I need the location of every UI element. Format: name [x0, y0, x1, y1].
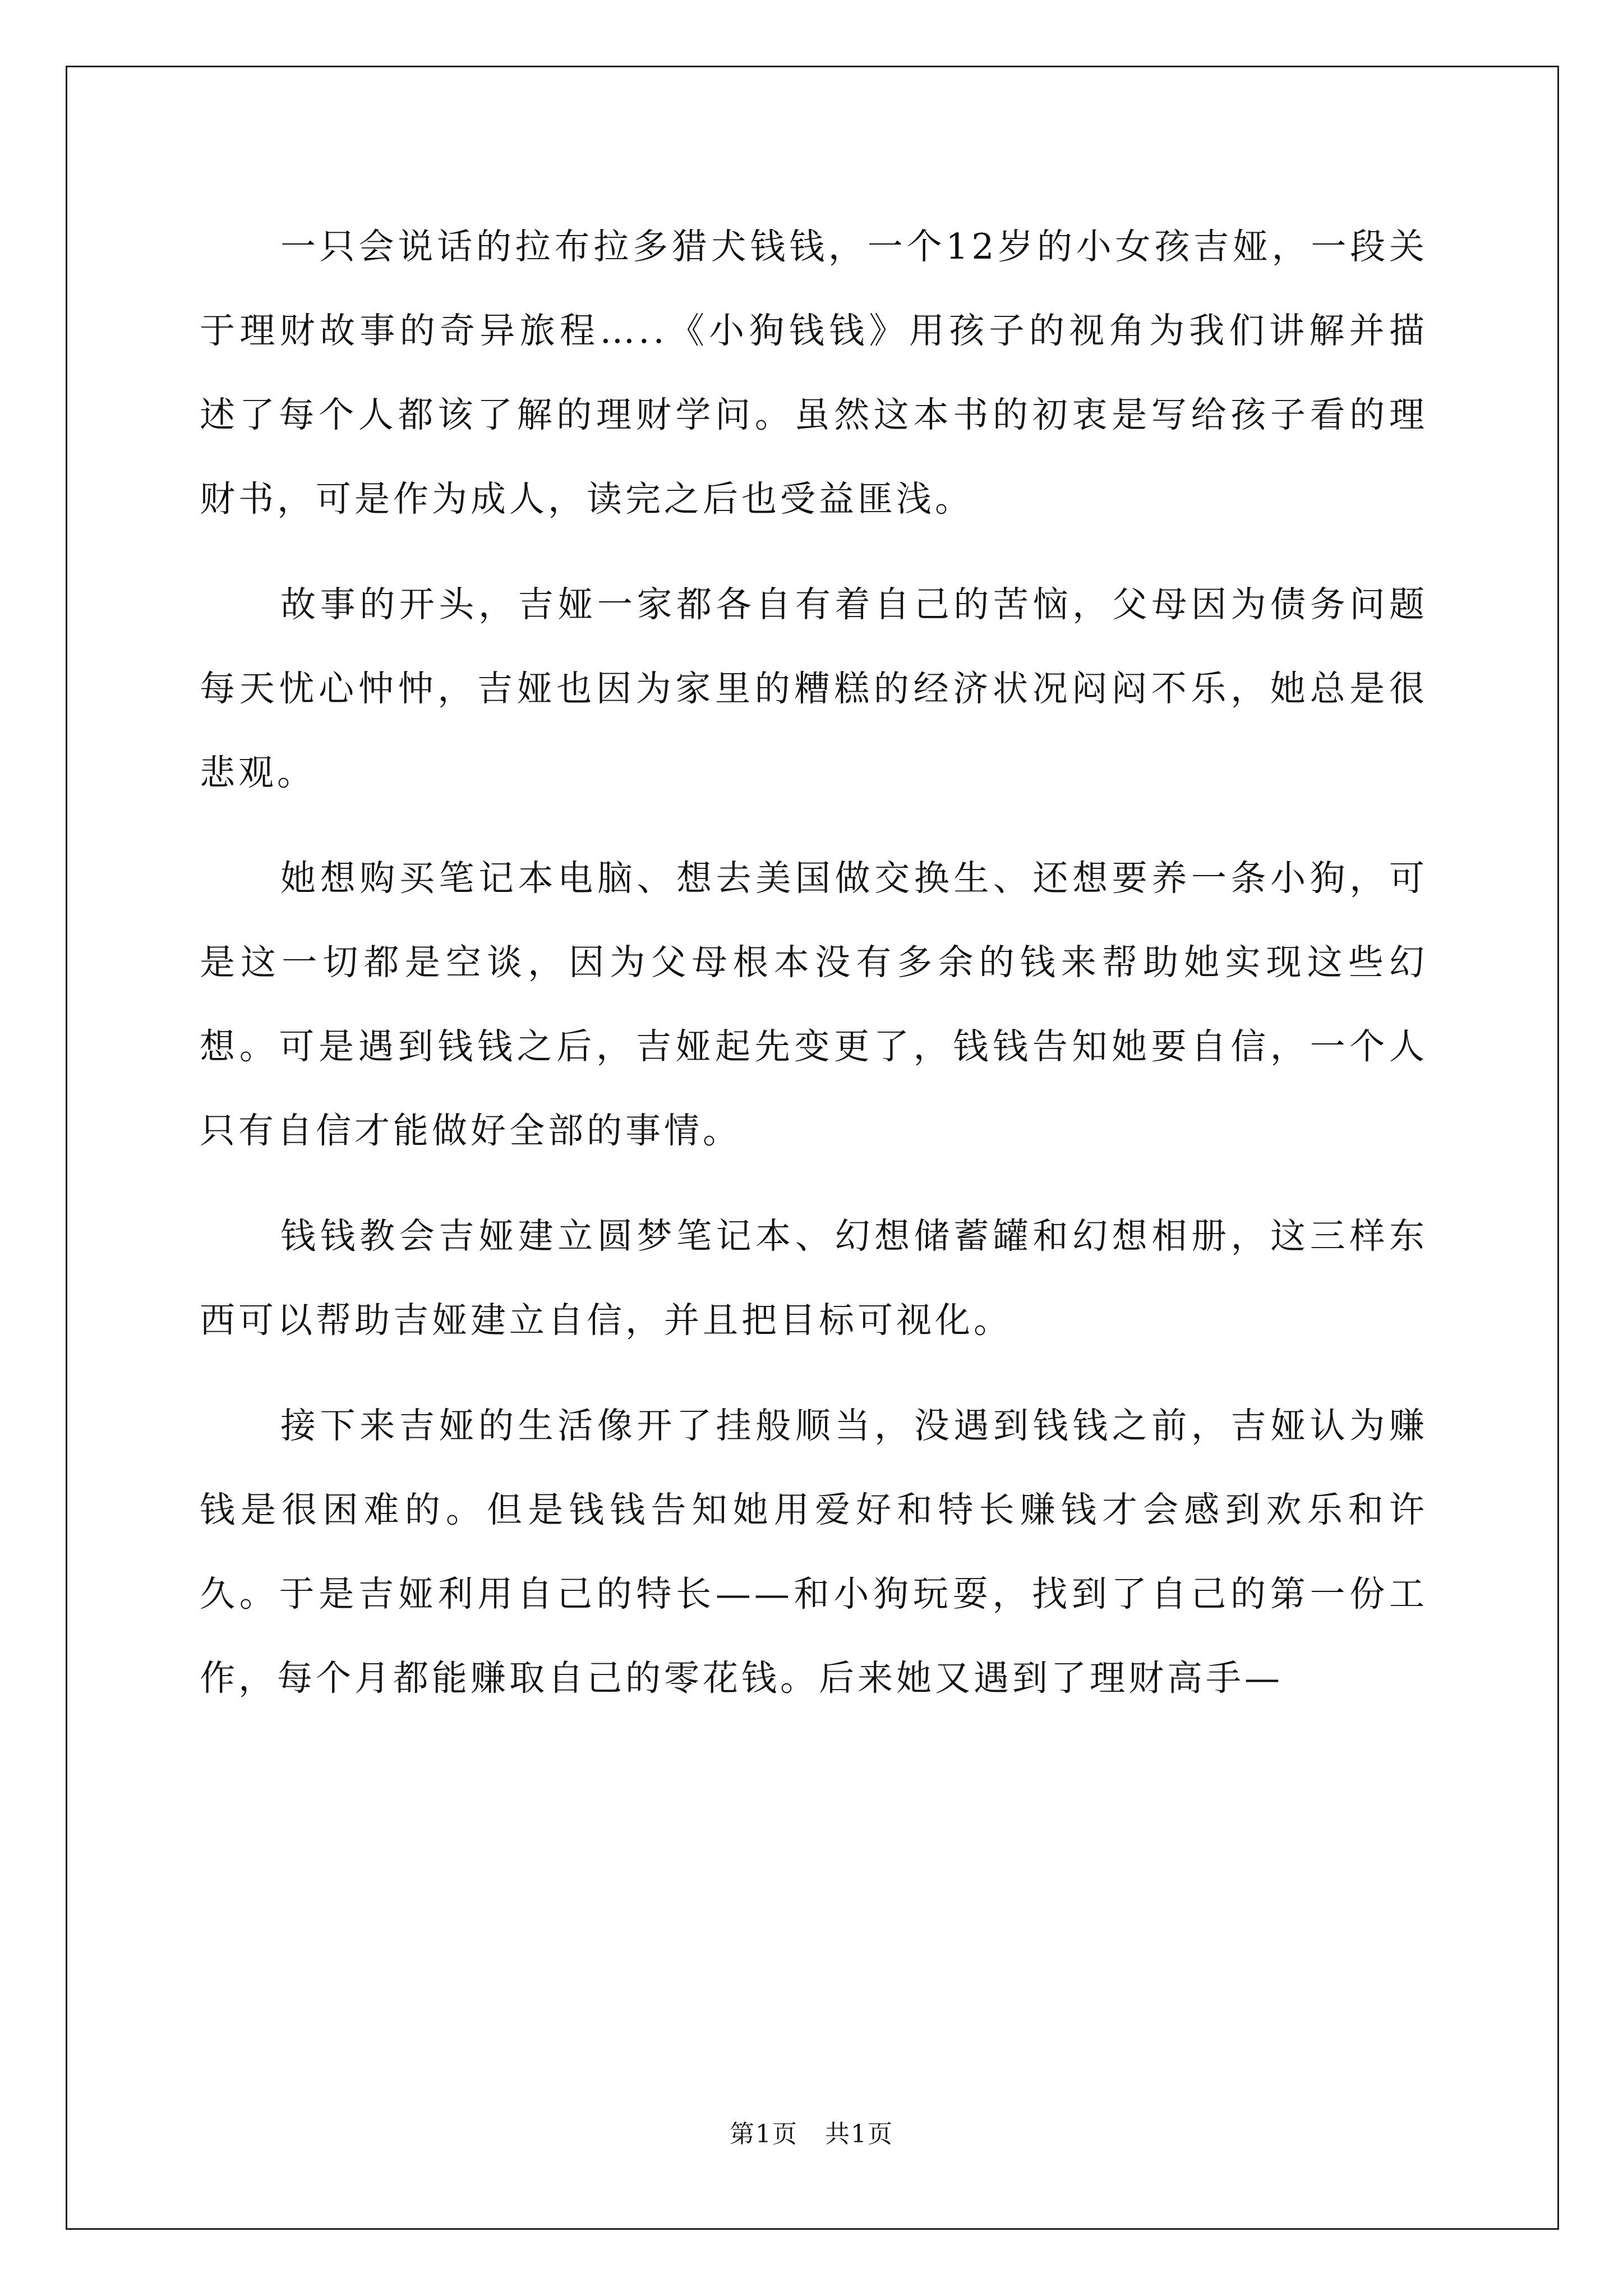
paragraph: 故事的开头，吉娅一家都各自有着自己的苦恼，父母因为债务问题每天忧心忡忡，吉娅也因为家里的糟糕的经济状况闷闷不乐，她总是很悲观。 — [200, 584, 1428, 793]
paragraph: 她想购买笔记本电脑、想去美国做交换生、还想要养一条小狗，可是这一切都是空谈，因为父母根本没有多余的钱来帮助她实现这些幻想。可是遇到钱钱之后，吉娅起先变更了，钱钱告知她要自信，一个人只有自信才能做好全部的事情。 — [200, 858, 1428, 1151]
document-body — [200, 205, 1428, 1742]
page-footer — [0, 2114, 1623, 2150]
paragraph: 接下来吉娅的生活像开了挂般顺当，没遇到钱钱之前，吉娅认为赚钱是很困难的。但是钱钱告知她用爱好和特长赚钱才会感到欢乐和许久。于是吉娅利用自己的特长——和小狗玩耍，找到了自己的第一份工作，每个月都能赚取自己的零花钱。后来她又遇到了理财高手— — [200, 1405, 1428, 1699]
paragraph: 一只会说话的拉布拉多猎犬钱钱，一个12岁的小女孩吉娅，一段关于理财故事的奇异旅程…..《小狗钱钱》用孩子的视角为我们讲解并描述了每个人都该了解的理财学问。虽然这本书的初衷是写给孩子看的理财书，可是作为成人，读完之后也受益匪浅。 — [200, 226, 1428, 519]
paragraph: 钱钱教会吉娅建立圆梦笔记本、幻想储蓄罐和幻想相册，这三样东西可以帮助吉娅建立自信，并且把目标可视化。 — [200, 1216, 1428, 1341]
page-number: 第1页 — [730, 2120, 798, 2148]
page-total: 共1页 — [825, 2120, 893, 2148]
